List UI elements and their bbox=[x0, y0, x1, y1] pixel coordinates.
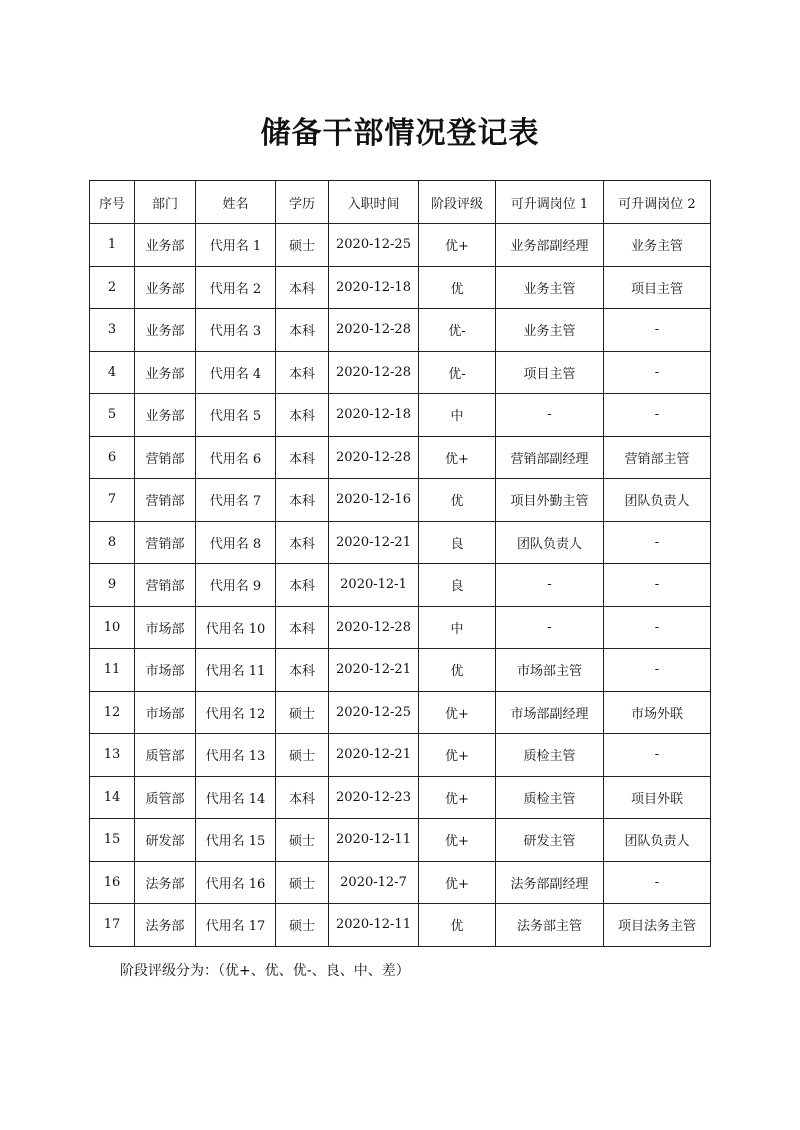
table-cell: 业务部 bbox=[135, 266, 196, 309]
table-cell: 1 bbox=[90, 224, 135, 267]
table-cell: 15 bbox=[90, 819, 135, 862]
table-cell: 市场部 bbox=[135, 649, 196, 692]
table-cell: 14 bbox=[90, 776, 135, 819]
table-cell: 代用名 1 bbox=[196, 224, 276, 267]
table-cell: 8 bbox=[90, 521, 135, 564]
table-cell: 2020-12-28 bbox=[329, 351, 419, 394]
table-cell: 代用名 10 bbox=[196, 606, 276, 649]
table-cell: 本科 bbox=[276, 564, 329, 607]
table-cell: 项目外联 bbox=[604, 776, 711, 819]
table-cell: 良 bbox=[419, 564, 496, 607]
table-cell: 2020-12-25 bbox=[329, 224, 419, 267]
header-cell: 可升调岗位 2 bbox=[604, 181, 711, 224]
table-cell: 营销部 bbox=[135, 564, 196, 607]
table-cell: 项目主管 bbox=[496, 351, 604, 394]
rating-note: 阶段评级分为：（优+、优、优-、良、中、差） bbox=[120, 963, 410, 979]
table-cell: 硕士 bbox=[276, 691, 329, 734]
table-cell: 良 bbox=[419, 521, 496, 564]
table-cell: 13 bbox=[90, 734, 135, 777]
table-cell: 16 bbox=[90, 861, 135, 904]
table-cell: 项目法务主管 bbox=[604, 904, 711, 947]
table-cell: 营销部主管 bbox=[604, 436, 711, 479]
table-row bbox=[90, 309, 711, 352]
table-cell: 代用名 5 bbox=[196, 394, 276, 437]
table-body bbox=[90, 224, 711, 947]
table-cell: 法务部主管 bbox=[496, 904, 604, 947]
table-cell: 市场部 bbox=[135, 691, 196, 734]
header-row bbox=[90, 181, 711, 224]
table-cell: - bbox=[604, 606, 711, 649]
table-cell: - bbox=[496, 606, 604, 649]
table-cell: 业务部副经理 bbox=[496, 224, 604, 267]
table-cell: 优 bbox=[419, 649, 496, 692]
table-cell: 2020-12-28 bbox=[329, 606, 419, 649]
table-cell: 代用名 8 bbox=[196, 521, 276, 564]
table-cell: 业务部 bbox=[135, 224, 196, 267]
header-cell: 可升调岗位 1 bbox=[496, 181, 604, 224]
table-cell: 2020-12-21 bbox=[329, 521, 419, 564]
table-cell: 17 bbox=[90, 904, 135, 947]
table-cell: 团队负责人 bbox=[604, 819, 711, 862]
table-cell: - bbox=[604, 564, 711, 607]
table-cell: 优+ bbox=[419, 776, 496, 819]
registration-table bbox=[89, 180, 711, 947]
table-row bbox=[90, 904, 711, 947]
table-cell: 2020-12-16 bbox=[329, 479, 419, 522]
table-row bbox=[90, 436, 711, 479]
table-cell: 2020-12-25 bbox=[329, 691, 419, 734]
table-cell: 法务部 bbox=[135, 861, 196, 904]
table-cell: 2020-12-21 bbox=[329, 649, 419, 692]
table-cell: 代用名 17 bbox=[196, 904, 276, 947]
page-title: 储备干部情况登记表 bbox=[260, 116, 540, 151]
table-cell: 代用名 7 bbox=[196, 479, 276, 522]
table-cell: 硕士 bbox=[276, 734, 329, 777]
header-cell: 阶段评级 bbox=[419, 181, 496, 224]
table-cell: 市场部 bbox=[135, 606, 196, 649]
table-cell: 质管部 bbox=[135, 734, 196, 777]
table-cell: 质检主管 bbox=[496, 776, 604, 819]
table-cell: - bbox=[604, 309, 711, 352]
table-cell: 代用名 11 bbox=[196, 649, 276, 692]
header-cell: 序号 bbox=[90, 181, 135, 224]
table-row bbox=[90, 861, 711, 904]
table-cell: 优+ bbox=[419, 819, 496, 862]
table-cell: - bbox=[604, 394, 711, 437]
table-cell: 优+ bbox=[419, 224, 496, 267]
table-cell: 代用名 14 bbox=[196, 776, 276, 819]
table-cell: 代用名 4 bbox=[196, 351, 276, 394]
table-cell: 5 bbox=[90, 394, 135, 437]
table-cell: 团队负责人 bbox=[496, 521, 604, 564]
table-cell: 代用名 3 bbox=[196, 309, 276, 352]
table-row bbox=[90, 564, 711, 607]
table-cell: 中 bbox=[419, 394, 496, 437]
table-cell: 2020-12-28 bbox=[329, 436, 419, 479]
table-cell: 业务主管 bbox=[604, 224, 711, 267]
table-row bbox=[90, 691, 711, 734]
table-cell: 优 bbox=[419, 904, 496, 947]
table-cell: 本科 bbox=[276, 776, 329, 819]
table-cell: 2020-12-11 bbox=[329, 904, 419, 947]
table-row bbox=[90, 649, 711, 692]
table-cell: 本科 bbox=[276, 351, 329, 394]
table-cell: 硕士 bbox=[276, 819, 329, 862]
table-cell: 代用名 9 bbox=[196, 564, 276, 607]
table-cell: 优- bbox=[419, 351, 496, 394]
table-cell: 2020-12-18 bbox=[329, 394, 419, 437]
table-cell: 研发主管 bbox=[496, 819, 604, 862]
table-cell: 本科 bbox=[276, 649, 329, 692]
table-cell: 市场部副经理 bbox=[496, 691, 604, 734]
table-cell: 本科 bbox=[276, 436, 329, 479]
table-cell: 优- bbox=[419, 309, 496, 352]
table-cell: - bbox=[604, 734, 711, 777]
table-cell: 中 bbox=[419, 606, 496, 649]
table-row bbox=[90, 734, 711, 777]
table-cell: 团队负责人 bbox=[604, 479, 711, 522]
table-cell: 4 bbox=[90, 351, 135, 394]
table-cell: 代用名 15 bbox=[196, 819, 276, 862]
table-cell: - bbox=[604, 649, 711, 692]
table-cell: 优 bbox=[419, 266, 496, 309]
table-cell: 质检主管 bbox=[496, 734, 604, 777]
table-cell: 代用名 6 bbox=[196, 436, 276, 479]
table-cell: 项目主管 bbox=[604, 266, 711, 309]
table-cell: 法务部副经理 bbox=[496, 861, 604, 904]
table-cell: 2020-12-18 bbox=[329, 266, 419, 309]
table-row bbox=[90, 521, 711, 564]
table-cell: 本科 bbox=[276, 606, 329, 649]
table-cell: 本科 bbox=[276, 479, 329, 522]
table-row bbox=[90, 606, 711, 649]
table-cell: 优+ bbox=[419, 691, 496, 734]
table-cell: 研发部 bbox=[135, 819, 196, 862]
header-cell: 入职时间 bbox=[329, 181, 419, 224]
table-cell: 营销部 bbox=[135, 479, 196, 522]
table-cell: 硕士 bbox=[276, 224, 329, 267]
table-cell: 市场外联 bbox=[604, 691, 711, 734]
table-cell: 代用名 13 bbox=[196, 734, 276, 777]
table-cell: 营销部 bbox=[135, 436, 196, 479]
table-cell: 业务部 bbox=[135, 394, 196, 437]
table-cell: 法务部 bbox=[135, 904, 196, 947]
table-cell: 本科 bbox=[276, 394, 329, 437]
table-row bbox=[90, 776, 711, 819]
table-cell: 优+ bbox=[419, 734, 496, 777]
table-cell: 2020-12-11 bbox=[329, 819, 419, 862]
table-cell: 代用名 12 bbox=[196, 691, 276, 734]
table-cell: 营销部 bbox=[135, 521, 196, 564]
table-cell: 9 bbox=[90, 564, 135, 607]
table-cell: 营销部副经理 bbox=[496, 436, 604, 479]
table-cell: 项目外勤主管 bbox=[496, 479, 604, 522]
table-cell: 本科 bbox=[276, 309, 329, 352]
table-cell: 本科 bbox=[276, 266, 329, 309]
table-cell: 12 bbox=[90, 691, 135, 734]
table-row bbox=[90, 394, 711, 437]
table-row bbox=[90, 224, 711, 267]
table-cell: 代用名 2 bbox=[196, 266, 276, 309]
table-cell: 优 bbox=[419, 479, 496, 522]
table-cell: 7 bbox=[90, 479, 135, 522]
table-cell: 质管部 bbox=[135, 776, 196, 819]
table-cell: 2 bbox=[90, 266, 135, 309]
table-cell: 市场部主管 bbox=[496, 649, 604, 692]
table-cell: 6 bbox=[90, 436, 135, 479]
table-cell: 2020-12-21 bbox=[329, 734, 419, 777]
table-cell: 优+ bbox=[419, 436, 496, 479]
table-row bbox=[90, 479, 711, 522]
table-cell: 2020-12-23 bbox=[329, 776, 419, 819]
table-row bbox=[90, 266, 711, 309]
table-cell: 10 bbox=[90, 606, 135, 649]
header-cell: 部门 bbox=[135, 181, 196, 224]
table-cell: 硕士 bbox=[276, 904, 329, 947]
table-cell: - bbox=[604, 351, 711, 394]
table-cell: 2020-12-1 bbox=[329, 564, 419, 607]
table-cell: 本科 bbox=[276, 521, 329, 564]
table-cell: 业务主管 bbox=[496, 266, 604, 309]
table-cell: - bbox=[604, 521, 711, 564]
table-cell: 优+ bbox=[419, 861, 496, 904]
table-cell: - bbox=[496, 564, 604, 607]
table-cell: 11 bbox=[90, 649, 135, 692]
table-cell: 硕士 bbox=[276, 861, 329, 904]
table-cell: 业务主管 bbox=[496, 309, 604, 352]
table-cell: 2020-12-7 bbox=[329, 861, 419, 904]
table-cell: 业务部 bbox=[135, 309, 196, 352]
table-cell: - bbox=[604, 861, 711, 904]
table-row bbox=[90, 351, 711, 394]
table-cell: 代用名 16 bbox=[196, 861, 276, 904]
table-cell: - bbox=[496, 394, 604, 437]
table-cell: 业务部 bbox=[135, 351, 196, 394]
table-row bbox=[90, 819, 711, 862]
header-cell: 姓名 bbox=[196, 181, 276, 224]
header-cell: 学历 bbox=[276, 181, 329, 224]
table-cell: 3 bbox=[90, 309, 135, 352]
table-cell: 2020-12-28 bbox=[329, 309, 419, 352]
